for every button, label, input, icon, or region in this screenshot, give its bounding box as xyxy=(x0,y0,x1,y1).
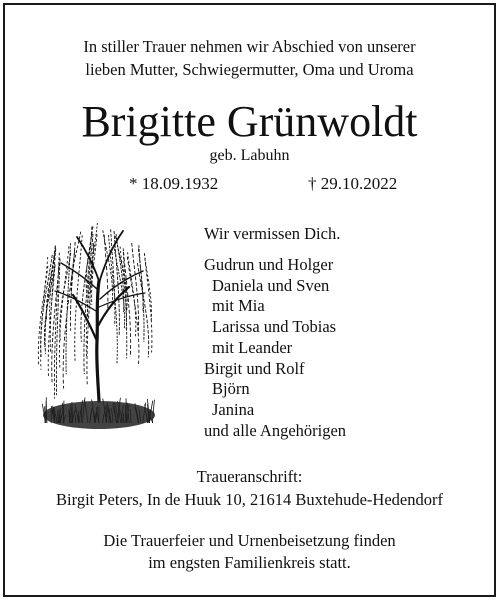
address-text: Birgit Peters, In de Huuk 10, 21614 Buxtehude-Hedendorf xyxy=(56,490,443,509)
family-line: Birgit und Rolf xyxy=(204,358,305,378)
family-line: Daniela und Sven xyxy=(212,275,330,295)
family-line: Larissa und Tobias xyxy=(212,317,337,337)
obituary-card xyxy=(3,3,496,597)
ceremony-line-1: Die Trauerfeier und Urnenbeisetzung finden xyxy=(103,531,396,550)
birth-date: * 18.09.1932 xyxy=(129,174,219,193)
family-line: mit Mia xyxy=(212,296,265,316)
family-list xyxy=(204,255,346,441)
family-line: Gudrun und Holger xyxy=(204,255,334,274)
family-line: und alle Angehörigen xyxy=(204,420,347,440)
message: Wir vermissen Dich. xyxy=(204,224,341,243)
family-line: Janina xyxy=(212,399,255,419)
intro-line-2: lieben Mutter, Schwiegermutter, Oma und Uroma xyxy=(85,60,414,79)
ceremony-line-2: im engsten Familienkreis statt. xyxy=(148,553,351,572)
maiden-name: geb. Labuhn xyxy=(209,147,290,164)
weeping-willow-tree-icon xyxy=(33,211,163,437)
family-line: Björn xyxy=(212,379,250,399)
intro-text xyxy=(5,35,494,81)
family-line: mit Leander xyxy=(212,337,293,357)
address-label: Traueranschrift: xyxy=(196,467,303,486)
death-date: † 29.10.2022 xyxy=(308,174,398,193)
intro-line-1: In stiller Trauer nehmen wir Abschied von unserer xyxy=(83,37,416,56)
ceremony-note xyxy=(5,530,494,574)
deceased-name: Brigitte Grünwoldt xyxy=(81,97,418,146)
